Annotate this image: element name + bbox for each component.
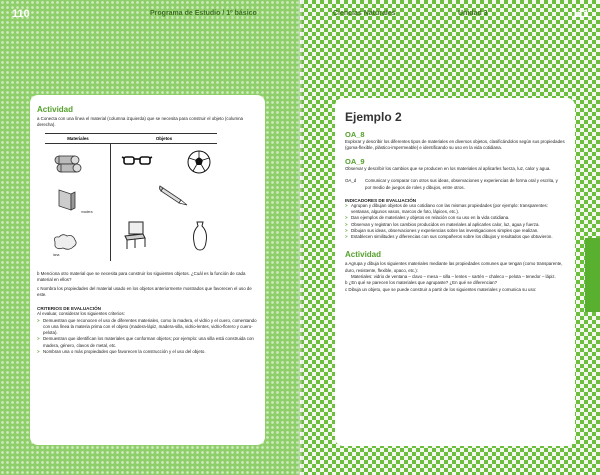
material-label-wood: madera bbox=[81, 209, 93, 214]
indicators-heading: INDICADORES DE EVALUACIÓN bbox=[345, 198, 417, 204]
oa9-code: OA_9 bbox=[345, 156, 365, 166]
indicator-item: > Dan ejemplos de materiales y objetos en relación con su uso en la vida cotidiana. bbox=[345, 215, 565, 221]
materials-objects-table bbox=[45, 133, 217, 261]
right-activity-item-c: c Dibuja un objeto, que se puede construir a partir de los siguientes materiales y comunica su uso: bbox=[345, 286, 537, 292]
objects-column bbox=[111, 144, 217, 261]
vase-icon bbox=[191, 220, 209, 252]
right-activity-heading: Actividad bbox=[345, 250, 382, 260]
leather-hide-icon bbox=[51, 232, 79, 252]
oa8-code: OA_8 bbox=[345, 130, 365, 139]
criteria-item: > Nombran una o más propiedades que favorecen la construcción y el uso del objeto. bbox=[37, 349, 258, 355]
indicator-item: > Establecen similitudes y diferencias con sus compañeros sobre los dibujos y resultados que obtuvieron. bbox=[345, 234, 565, 240]
chair-icon bbox=[123, 220, 147, 250]
activity-item-b: b Menciona otro material que se necesita para construir los siguientes objetos. ¿Cuál es la función de cada material en ellos? bbox=[37, 270, 246, 283]
materials-column bbox=[45, 144, 111, 261]
oad-text: Comunicar y comparar con otros sus ideas, observaciones y experiencias de forma oral y escrita, y por medio de juegos de roles y dibujos, entre otros. bbox=[365, 178, 558, 190]
oa8-text: Explorar y describir los diferentes tipos de materiales en diversos objetos, clasificándolos según sus propiedades (goma-flexible, plástico-impermeable) e identificando su uso en la vida cotidiana. bbox=[345, 139, 565, 151]
materials-column-header: Materiales bbox=[67, 135, 89, 141]
criteria-intro: Al evaluar, considerar los siguientes criterios: bbox=[37, 311, 125, 317]
objects-column-header: Objetos bbox=[155, 135, 173, 141]
criteria-item: > Demuestran que reconocen el uso de diferentes materiales, como la madera, el vidrio y el cuero, comentando con una línea la materia prima con el objeto (madera-lápiz, madera-silla, vidrio-lentes, vidrio-florero y cuero-pelota). bbox=[37, 318, 258, 337]
soccer-ball-icon bbox=[187, 150, 211, 174]
oad-row bbox=[345, 178, 565, 191]
material-label-wool: lana bbox=[53, 252, 60, 257]
right-content-card bbox=[335, 98, 575, 446]
right-unit-header: Unidad 3 bbox=[458, 10, 488, 17]
example-title: Ejemplo 2 bbox=[345, 110, 402, 124]
activity-item-a: a Conecta con una línea el material (columna izquierda) que se necesita para construir el objeto (columna derecha). bbox=[37, 116, 243, 128]
criteria-item: > Demuestran que identifican los materiales que conforman objetos; por ejemplo: una silla está construida con madera, género, clavos de metal, etc. bbox=[37, 336, 258, 348]
activity-item-c: c Nombra los propiedades del material usado en los objetos anteriormente mostrados que favorecen el uso de este. bbox=[37, 285, 252, 298]
pencil-icon bbox=[159, 184, 189, 206]
left-content-card bbox=[30, 95, 265, 445]
indicator-item: > Dibujan sus ideas, observaciones y experiencias sobre las investigaciones simples que realizan. bbox=[345, 228, 565, 234]
right-page-number: 111 bbox=[572, 8, 590, 20]
oad-code: OA_d bbox=[345, 178, 357, 184]
unit-tab-marker bbox=[585, 238, 600, 312]
glasses-icon bbox=[121, 154, 153, 168]
right-subject-header: Ciencias Naturales bbox=[333, 10, 396, 17]
materials-list: Materiales: vidrio de ventana – clavo – mesa – silla – lentes – sartén – chaleco – pelota – tenedor – lápiz. bbox=[351, 274, 556, 280]
left-running-header: Programa de Estudio / 1º básico bbox=[150, 10, 257, 17]
criteria-heading: CRITERIOS DE EVALUACIÓN bbox=[37, 306, 101, 312]
left-page-number: 110 bbox=[12, 8, 30, 20]
book-gutter bbox=[297, 0, 303, 475]
right-activity-item-a: a Agrupa y dibuja los siguientes materiales mediante las propiedades comunes que tengan (como transparente, duro, resistente, flexible, opaco, etc.): bbox=[345, 261, 563, 273]
oa9-text: Observar y describir los cambios que se producen en los materiales al aplicarles fuerza, luz, calor y agua. bbox=[345, 165, 551, 171]
wood-plank-icon bbox=[55, 188, 77, 212]
activity-heading: Actividad bbox=[37, 105, 74, 114]
logs-icon bbox=[53, 150, 83, 176]
right-activity-item-b: b ¿En qué se parecen los materiales que agrupaste? ¿En qué se diferencian? bbox=[345, 280, 498, 286]
indicator-item: > Agrupan y dibujan objetos de uso cotidiano con las mismas propiedades (por ejemplo: transparentes: ventanas, algunos vasos, marcos de foto, lápices, etc.). bbox=[345, 203, 565, 215]
indicator-item: > Observan y registran los cambios producidos en materiales al aplicarles calor, luz, agua y fuerza. bbox=[345, 222, 565, 228]
